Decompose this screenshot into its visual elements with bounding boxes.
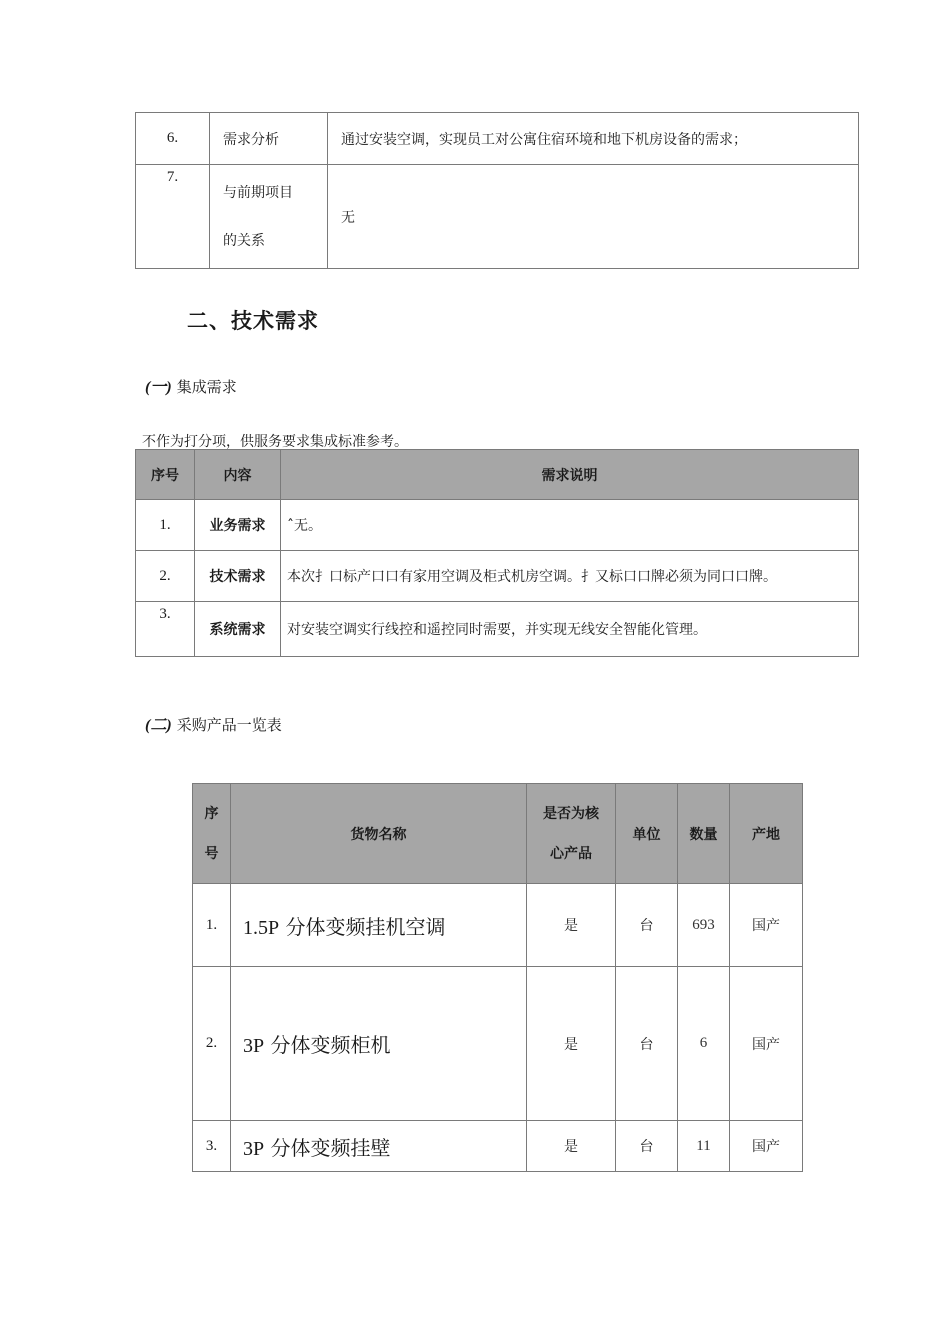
quantity: 693 xyxy=(678,884,730,967)
table-row xyxy=(136,551,859,602)
table-row xyxy=(136,113,859,165)
row-number: 2. xyxy=(193,967,231,1121)
project-info-table xyxy=(135,112,859,269)
unit: 台 xyxy=(616,884,678,967)
header-origin: 产地 xyxy=(730,784,803,884)
requirements-table xyxy=(135,449,859,657)
row-number: 7. xyxy=(136,165,210,269)
row-number: 3. xyxy=(193,1121,231,1172)
table-row xyxy=(136,602,859,657)
subsection-title: 集成需求 xyxy=(176,378,237,396)
row-label: 需求分析 xyxy=(210,113,328,165)
header-no: 序号 xyxy=(136,450,195,500)
row-name: 技术需求 xyxy=(195,551,281,602)
core-product: 是 xyxy=(527,1121,616,1172)
row-desc: 对安装空调实行线控和遥控同时需要，并实现无线安全智能化管理。 xyxy=(281,602,859,657)
row-desc: ˆ无。 xyxy=(281,500,859,551)
row-number: 2. xyxy=(136,551,195,602)
header-line: 序 xyxy=(204,805,219,822)
header-content: 内容 xyxy=(195,450,281,500)
table-row xyxy=(136,500,859,551)
row-name: 业务需求 xyxy=(195,500,281,551)
table-row xyxy=(193,884,803,967)
header-no xyxy=(193,784,231,884)
header-unit: 单位 xyxy=(616,784,678,884)
note-text: 不作为打分项，供服务要求集成标准参考。 xyxy=(142,434,408,450)
origin: 国产 xyxy=(730,1121,803,1172)
header-core xyxy=(527,784,616,884)
header-desc: 需求说明 xyxy=(281,450,859,500)
header-line: 心产品 xyxy=(550,845,592,862)
row-number: 1. xyxy=(136,500,195,551)
row-number: 3. xyxy=(136,602,195,657)
unit: 台 xyxy=(616,967,678,1121)
header-name: 货物名称 xyxy=(231,784,527,884)
row-label-line: 与前期项目 xyxy=(223,184,293,201)
subsection-title: 采购产品一览表 xyxy=(176,716,282,734)
header-line: 是否为核 xyxy=(543,805,599,822)
product-name-desc: 分体变频挂机空调 xyxy=(279,914,446,939)
quantity: 6 xyxy=(678,967,730,1121)
row-text: 无 xyxy=(328,165,859,269)
subsection-heading xyxy=(145,712,282,735)
core-product: 是 xyxy=(527,967,616,1121)
product-name-desc: 分体变频柜机 xyxy=(264,1033,391,1057)
product-name-model: 3P xyxy=(243,1035,265,1057)
product-list-table xyxy=(192,783,803,1172)
subsection-number: (二) xyxy=(145,717,172,734)
row-name: 系统需求 xyxy=(195,602,281,657)
table-row xyxy=(136,165,859,269)
product-name xyxy=(231,1121,527,1172)
product-name xyxy=(231,884,527,967)
origin: 国产 xyxy=(730,967,803,1121)
row-label xyxy=(210,165,328,269)
table-row xyxy=(193,967,803,1121)
row-text: 通过安装空调，实现员工对公寓住宿环境和地下机房设备的需求； xyxy=(328,113,859,165)
table-row xyxy=(193,1121,803,1172)
subsection-heading xyxy=(145,374,237,397)
core-product: 是 xyxy=(527,884,616,967)
product-name-desc: 分体变频挂壁 xyxy=(264,1135,391,1160)
product-name-model: 1.5P xyxy=(243,916,280,939)
row-number: 1. xyxy=(193,884,231,967)
subsection-number: (一) xyxy=(145,379,172,396)
table-header-row xyxy=(193,784,803,884)
table-header-row xyxy=(136,450,859,500)
row-label-line: 的关系 xyxy=(223,232,265,249)
product-name xyxy=(231,967,527,1121)
header-qty: 数量 xyxy=(678,784,730,884)
row-desc: 本次扌口标产口口有家用空调及柜式机房空调。扌又标口口牌必须为同口口牌。 xyxy=(281,551,859,602)
row-number: 6. xyxy=(136,113,210,165)
header-line: 号 xyxy=(204,845,219,862)
section-title: 二、技术需求 xyxy=(187,309,319,333)
origin: 国产 xyxy=(730,884,803,967)
quantity: 11 xyxy=(678,1121,730,1172)
unit: 台 xyxy=(616,1121,678,1172)
product-name-model: 3P xyxy=(243,1137,265,1160)
